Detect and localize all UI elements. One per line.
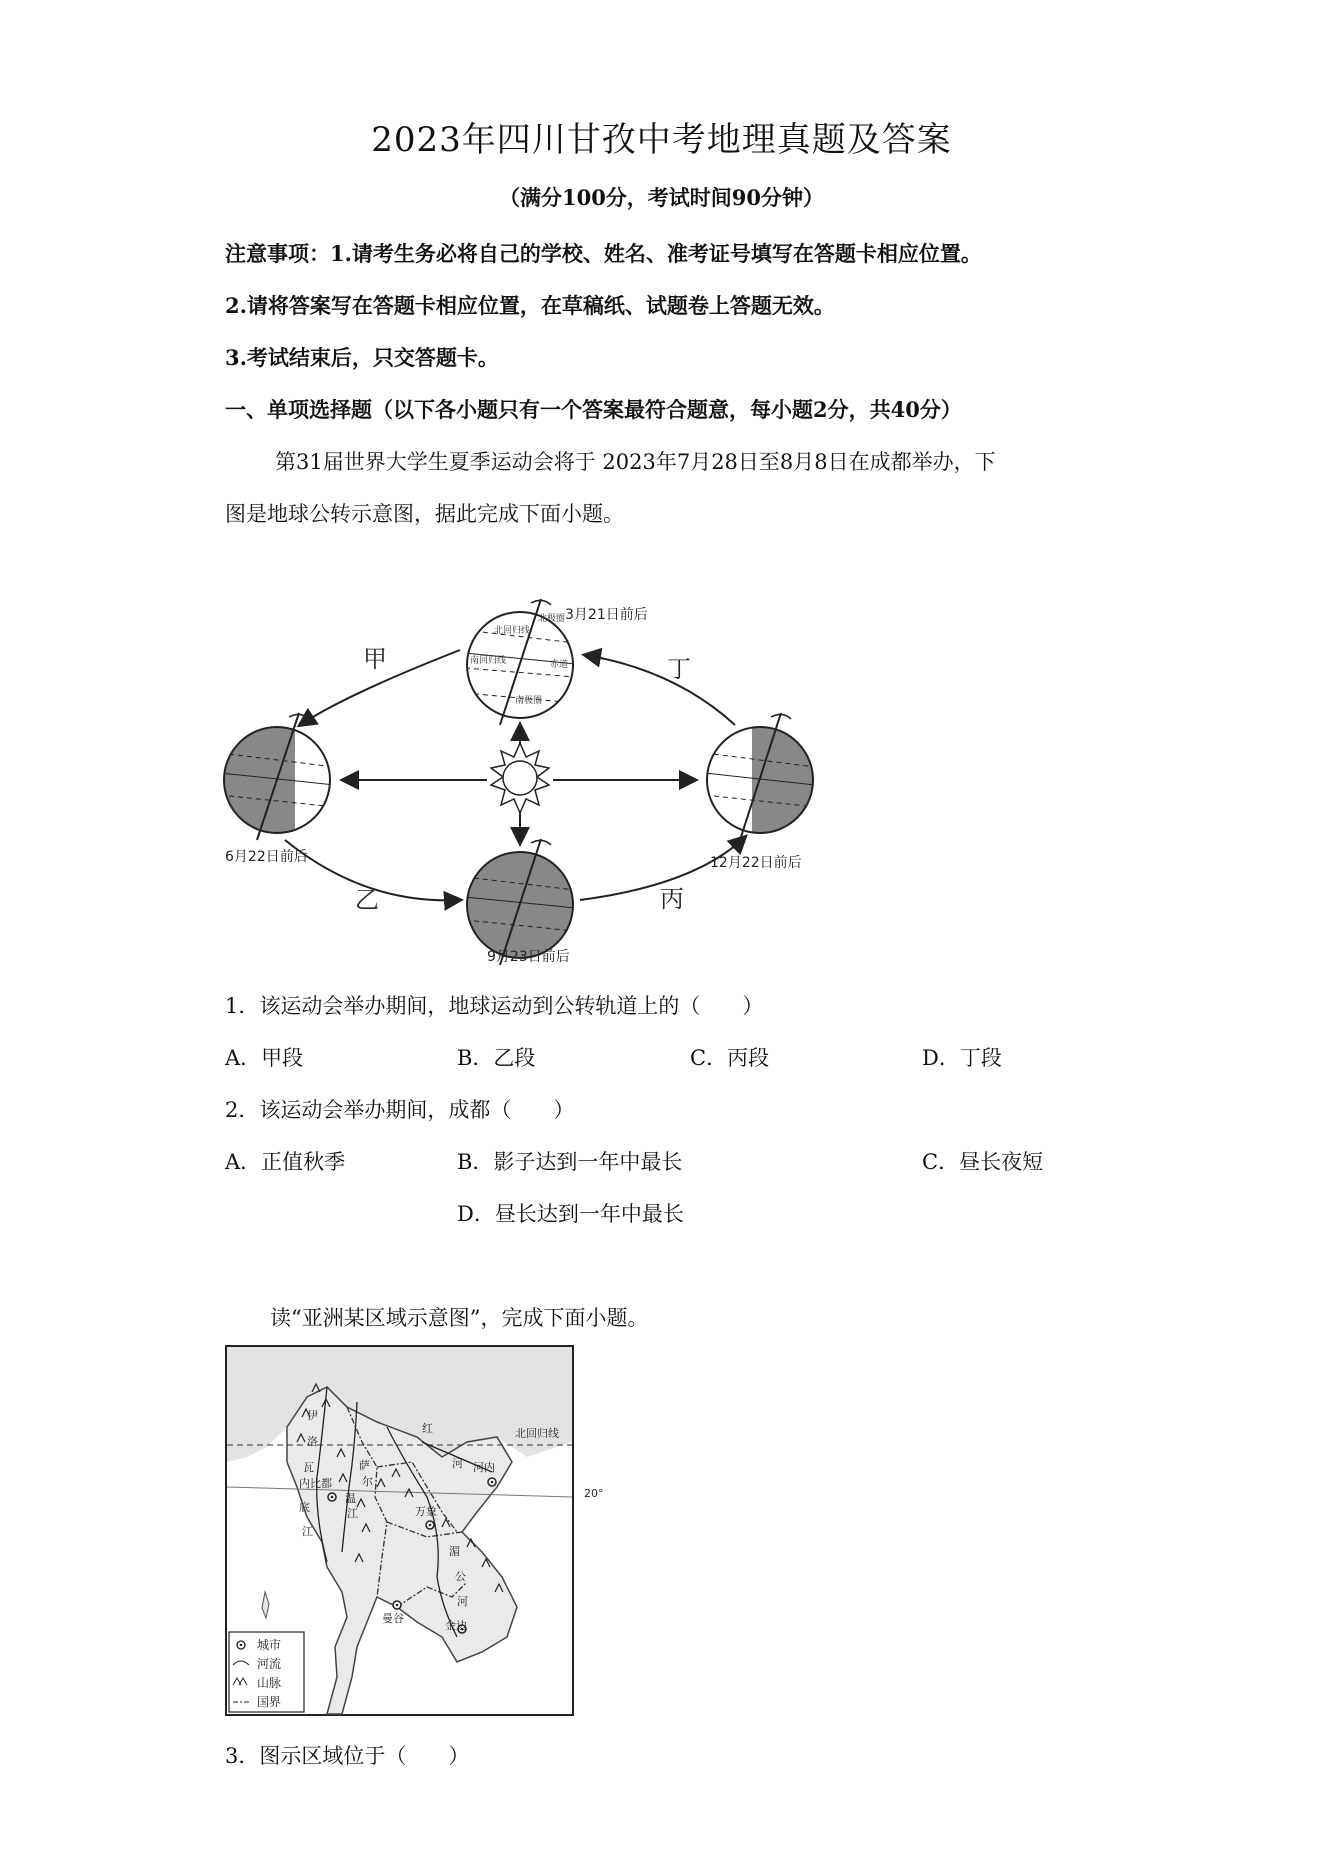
date-june: 6月22日前后 <box>225 849 308 865</box>
globe-label-3: 南回归线 <box>470 656 507 666</box>
notes-line-2: 2.请将答案写在答题卡相应位置，在草稿纸、试题卷上答题无效。 <box>225 293 835 318</box>
date-march: 3月21日前后 <box>565 607 648 623</box>
notes-line-1: 注意事项：1.请考生务必将自己的学校、姓名、准考证号填写在答题卡相应位置。 <box>225 241 982 266</box>
city-naypyidaw: 内比都 <box>299 1477 332 1490</box>
city-phnom-penh: 金边 <box>445 1619 467 1632</box>
globe-june <box>220 713 335 840</box>
globe-label-2: 赤道 <box>550 660 569 670</box>
date-december: 12月22日前后 <box>710 855 802 871</box>
globe-label-0: 北回归线 <box>494 626 531 636</box>
segment-jia: 甲 <box>363 645 387 673</box>
river-irrawaddy-2: 洛 <box>307 1435 318 1448</box>
segment-bing: 丙 <box>660 885 684 913</box>
q2-option-c[interactable]: C．昼长夜短 <box>922 1150 1044 1174</box>
map-drawing <box>227 1347 604 1714</box>
segment-ding: 丁 <box>667 655 691 683</box>
page-title: 2023年四川甘孜中考地理真题及答案 <box>371 120 952 160</box>
globe-september <box>465 839 575 965</box>
legend-river: 河流 <box>257 1657 282 1671</box>
globe-label-1: 北极圈 <box>538 614 566 624</box>
asia-region-map <box>225 1345 604 1716</box>
page-subtitle: （满分100分，考试时间90分钟） <box>498 185 825 210</box>
notes-line-3: 3.考试结束后，只交答题卡。 <box>225 345 499 370</box>
q1-stem: 1．该运动会举办期间，地球运动到公转轨道上的（ ） <box>225 994 764 1018</box>
q1-option-d[interactable]: D．丁段 <box>922 1046 1002 1070</box>
river-salween-1: 萨 <box>359 1459 370 1472</box>
q2-option-a[interactable]: A．正值秋季 <box>225 1150 346 1174</box>
q1-option-c[interactable]: C．丙段 <box>690 1046 770 1070</box>
city-vientiane: 万象 <box>415 1505 437 1518</box>
river-salween-4: 江 <box>347 1507 358 1520</box>
q1-option-a[interactable]: A．甲段 <box>225 1046 304 1070</box>
q2-stem: 2．该运动会举办期间，成都（ ） <box>225 1098 575 1122</box>
q3-stem: 3．图示区域位于（ ） <box>225 1744 470 1768</box>
city-bangkok: 曼谷 <box>382 1612 404 1625</box>
river-salween-2: 尔 <box>362 1475 373 1488</box>
date-september: 9月23日前后 <box>487 949 570 965</box>
river-mekong-2: 公 <box>455 1570 466 1583</box>
river-irrawaddy-3: 瓦 <box>303 1461 314 1474</box>
q1-option-b[interactable]: B．乙段 <box>457 1046 536 1070</box>
river-irrawaddy-5: 江 <box>302 1525 313 1538</box>
legend-border: 国界 <box>257 1695 282 1709</box>
tropic-label: 北回归线 <box>515 1427 559 1440</box>
q2-option-b[interactable]: B．影子达到一年中最长 <box>457 1150 683 1174</box>
city-hanoi: 河内 <box>473 1461 495 1474</box>
river-mekong-3: 河 <box>457 1595 468 1608</box>
river-mekong-1: 湄 <box>449 1545 460 1558</box>
intro-line-2: 图是地球公转示意图，据此完成下面小题。 <box>225 502 624 526</box>
river-irrawaddy-1: 伊 <box>307 1409 318 1422</box>
river-salween-3: 温 <box>345 1492 356 1505</box>
river-red-1: 红 <box>422 1422 433 1435</box>
legend-city: 城市 <box>257 1638 282 1652</box>
q2-option-d[interactable]: D．昼长达到一年中最长 <box>457 1202 684 1226</box>
map-legend <box>229 1632 304 1712</box>
orbit-arc-ding <box>585 655 735 725</box>
earth-orbit-diagram <box>215 585 835 970</box>
river-red-2: 河 <box>452 1457 463 1470</box>
globe-march <box>465 599 575 725</box>
segment-yi: 乙 <box>355 886 379 914</box>
latitude-label: 20° <box>584 1487 604 1500</box>
intro-line-1: 第31届世界大学生夏季运动会将于 2023年7月28日至8月8日在成都举办，下 <box>275 450 996 474</box>
legend-mountain: 山脉 <box>257 1676 282 1690</box>
sun-icon <box>491 743 549 813</box>
section-heading: 一、单项选择题（以下各小题只有一个答案最符合题意，每小题2分，共40分） <box>225 397 962 422</box>
river-irrawaddy-4: 底 <box>299 1501 310 1514</box>
globe-december <box>705 713 822 840</box>
map-intro: 读“亚洲某区域示意图”，完成下面小题。 <box>270 1306 649 1330</box>
globe-label-4: 南极圈 <box>515 696 543 706</box>
